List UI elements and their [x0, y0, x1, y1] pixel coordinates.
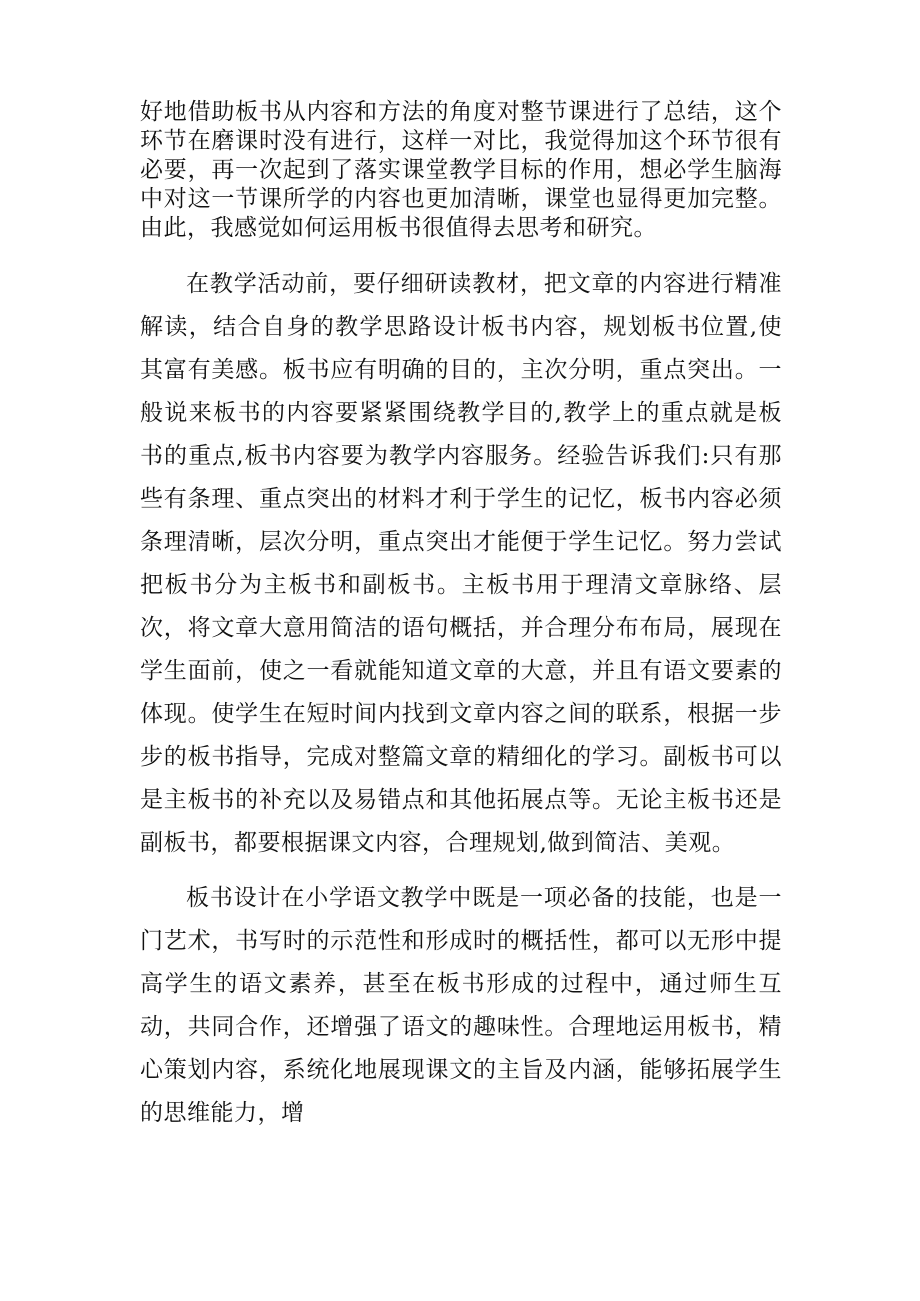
paragraph-3: 板书设计在小学语文教学中既是一项必备的技能，也是一门艺术，书写时的示范性和形成时的概括性，都可以无形中提高学生的语文素养，甚至在板书形成的过程中，通过师生互动，共同合作，还增强了语文的趣味性。合理地运用板书，精心策划内容，系统化地展现课文的主旨及内涵，能够拓展学生的思维能力，增 [140, 885, 782, 1126]
paragraph-2: 在教学活动前，要仔细研读教材，把文章的内容进行精准解读，结合自身的教学思路设计板书内容，规划板书位置,使其富有美感。板书应有明确的目的，主次分明，重点突出。一般说来板书的内容要紧紧围绕教学目的,教学上的重点就是板书的重点,板书内容要为教学内容服务。经验告诉我们:只有那些有条理、重点突出的材料才利于学生的记忆，板书内容必须条理清晰，层次分明，重点突出才能便于学生记忆。努力尝试把板书分为主板书和副板书。主板书用于理清文章脉络、层次，将文章大意用简洁的语句概括，并合理分布布局，展现在学生面前，使之一看就能知道文章的大意，并且有语文要素的体现。使学生在短时间内找到文章内容之间的联系，根据一步步的板书指导，完成对整篇文章的精细化的学习。副板书可以是主板书的补充以及易错点和其他拓展点等。无论主板书还是副板书，都要根据课文内容，合理规划,做到简洁、美观。 [140, 271, 782, 856]
paragraph-1: 好地借助板书从内容和方法的角度对整节课进行了总结，这个环节在磨课时没有进行，这样一对比，我觉得加这个环节很有必要，再一次起到了落实课堂教学目标的作用，想必学生脑海中对这一节课所学的内容也更加清晰，课堂也显得更加完整。由此，我感觉如何运用板书很值得去思考和研究。 [140, 99, 782, 241]
document-body [140, 98, 782, 1135]
